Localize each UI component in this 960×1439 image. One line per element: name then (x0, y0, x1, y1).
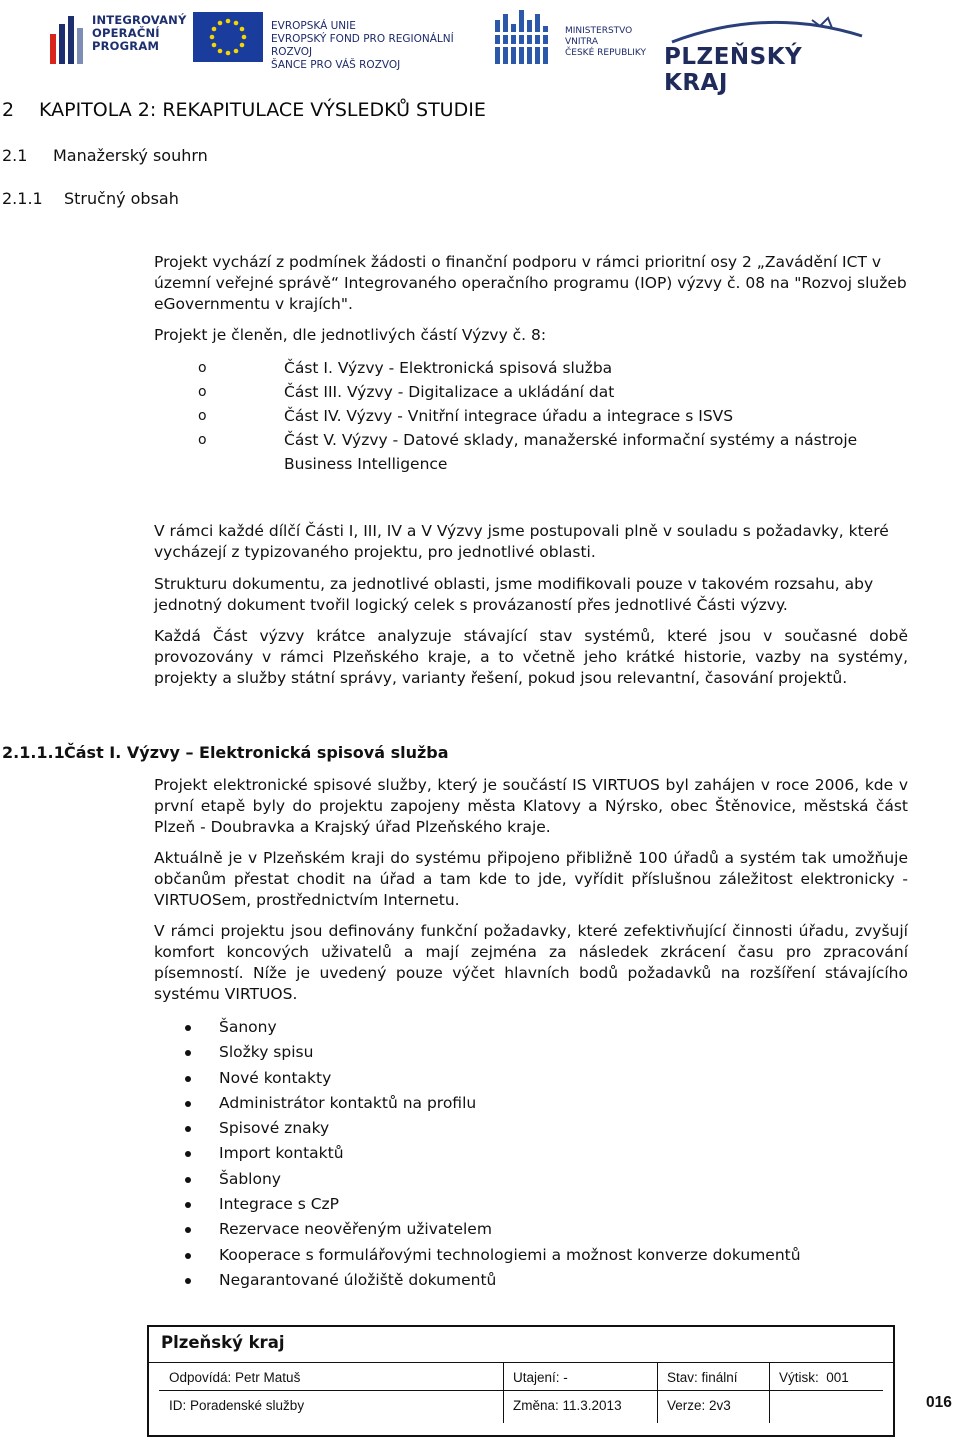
footer-id: ID: Poradenské služby (169, 1398, 305, 1413)
bullet-icon (185, 1278, 191, 1284)
list-item: o Část V. Výzvy - Datové sklady, manažerské informační systémy a nástroje Business Intelligence (154, 428, 908, 476)
subsection-title: Stručný obsah (64, 189, 179, 208)
subsubsection-title: Část I. Výzvy – Elektronická spisová služba (64, 743, 449, 762)
ministry-bars-icon (493, 10, 557, 66)
intro-paragraph-3: V rámci každé dílčí Části I, III, IV a V Výzvy jsme postupovali plně v souladu s požadavky, které vycházejí z typizovaného projektu, pro jednotlivé oblasti. (154, 522, 889, 561)
bullet-icon (185, 1227, 191, 1233)
footer-divider (159, 1390, 883, 1391)
chapter-title: KAPITOLA 2: REKAPITULACE VÝSLEDKŮ STUDIE (39, 99, 486, 121)
list-marker: o (198, 408, 207, 424)
list-item: Rezervace neověřeným uživatelem (182, 1217, 801, 1242)
bullet-icon (185, 1177, 191, 1183)
footer-organization: Plzeňský kraj (161, 1333, 285, 1352)
crown-arc-icon (662, 14, 872, 44)
list-item: Administrátor kontaktů na profilu (182, 1091, 801, 1116)
list-item: Šanony (182, 1015, 801, 1040)
chapter-number: 2 (2, 99, 15, 121)
list-item: Šablony (182, 1167, 801, 1192)
list-item: Kooperace s formulářovými technologiemi a možnost konverze dokumentů (182, 1243, 801, 1268)
bullet-icon (185, 1151, 191, 1157)
subsection-heading (2, 189, 179, 209)
footer-secrecy: Utajení: - (513, 1370, 568, 1385)
section-paragraph-2: Aktuálně je v Plzeňském kraji do systému připojeno přibližně 100 úřadů a systém tak umožňuje občanům přestat chodit na úřad a tam kde to jde, vyřídit příslušnou záležitost elektronicky - VIRTUOSem, prostřednictvím Internetu. (154, 849, 908, 909)
eu-flag-icon (193, 12, 263, 62)
chapter-heading (2, 97, 486, 123)
section-number: 2.1 (2, 146, 28, 165)
bullet-icon (185, 1126, 191, 1132)
footer-responsible: Odpovídá: Petr Matuš (169, 1370, 301, 1385)
plzensky-kraj-wordmark: PLZEŇSKÝ KRAJ (664, 44, 803, 96)
list-item: Nové kontakty (182, 1066, 801, 1091)
section-paragraph-1: Projekt elektronické spisové služby, který je součástí IS VIRTUOS byl zahájen v roce 2006, kde v první etapě byly do projektu zapojeny města Klatovy a Nýrsko, obec Štěnovice, městská část Plzeň - Doubravka a Krajský úřad Plzeňského kraje. (154, 776, 908, 836)
list-marker: o (198, 384, 207, 400)
footer-copy: Výtisk: 001 (779, 1370, 849, 1385)
footer-version: Verze: 2v3 (667, 1398, 731, 1413)
intro-paragraph-4: Strukturu dokumentu, za jednotlivé oblasti, jsme modifikovali pouze v takovém rozsahu, aby jednotný dokument tvořil logický celek s provázaností přes jednotlivé Části výzvy. (154, 575, 874, 614)
plzensky-kraj-logo (662, 14, 872, 96)
footer-divider (149, 1362, 893, 1363)
eu-logo-text: EVROPSKÁ UNIE EVROPSKÝ FOND PRO REGIONÁLNÍ ROZVOJ ŠANCE PRO VÁŠ ROZVOJ (271, 20, 454, 71)
requirements-list (182, 1015, 801, 1293)
list-item: o Část IV. Výzvy - Vnitřní integrace úřadu a integrace s ISVS (154, 404, 908, 428)
list-item: o Část I. Výzvy - Elektronická spisová služba (154, 356, 908, 380)
intro-paragraph-2: Projekt je členěn, dle jednotlivých částí Výzvy č. 8: (154, 326, 547, 344)
eu-logo (193, 10, 483, 71)
bullet-icon (185, 1076, 191, 1082)
subsubsection-number: 2.1.1.1 (2, 743, 65, 762)
intro-paragraph-1: Projekt vychází z podmínek žádosti o finanční podporu v rámci prioritní osy 2 „Zavádění ICT v územní veřejné správě“ Integrovaného operačního programu (IOP) výzvy č. 08 na "Rozvoj služeb eGovernmentu v krajích". (154, 253, 907, 313)
iop-logo-text: INTEGROVANÝ OPERAČNÍ PROGRAM (92, 13, 187, 53)
footer-divider (769, 1363, 770, 1423)
list-marker: o (198, 360, 207, 376)
intro-paragraph-5: Každá Část výzvy krátce analyzuje stávající stav systémů, které jsou v současné době provozovány v rámci Plzeňského kraje, a to včetně jeho krátké historie, vazby na systémy, projekty a služby státní správy, varianty řešení, pokud jsou relevantní, časování projektů. (154, 627, 908, 687)
list-item: Integrace s CzP (182, 1192, 801, 1217)
bullet-icon (185, 1050, 191, 1056)
bullet-icon (185, 1253, 191, 1259)
iop-logo (50, 8, 187, 66)
bullet-icon (185, 1202, 191, 1208)
footer-divider (657, 1363, 658, 1423)
list-item: o Část III. Výzvy - Digitalizace a ukládání dat (154, 380, 908, 404)
page-number: 016 (926, 1394, 952, 1411)
bullet-icon (185, 1025, 191, 1031)
list-item: Import kontaktů (182, 1141, 801, 1166)
section-paragraph-3: V rámci projektu jsou definovány funkční požadavky, které zefektivňující činnosti úřadu, zvyšují komfort koncových uživatelů a mají zejména za následek zkrácení času pro zpracování písemností. Níže je uvedený pouze výčet hlavních bodů požadavků na rozšíření stávajícího systému VIRTUOS. (154, 922, 908, 1003)
bullet-icon (185, 1101, 191, 1107)
list-item: Spisové znaky (182, 1116, 801, 1141)
subsubsection-heading (2, 743, 449, 763)
footer-divider (503, 1363, 504, 1423)
section-title: Manažerský souhrn (53, 146, 208, 165)
parts-list (154, 356, 908, 476)
list-marker: o (198, 432, 207, 448)
iop-bars-icon (50, 16, 86, 64)
footer-change: Změna: 11.3.2013 (513, 1398, 622, 1413)
subsection-number: 2.1.1 (2, 189, 43, 208)
section-heading (2, 146, 208, 166)
ministry-logo-text: MINISTERSTVO VNITRA ČESKÉ REPUBLIKY (565, 26, 647, 58)
footer-table (147, 1325, 895, 1437)
list-item: Negarantované úložiště dokumentů (182, 1268, 801, 1293)
ministry-logo (493, 8, 663, 68)
list-item: Složky spisu (182, 1040, 801, 1065)
footer-state: Stav: finální (667, 1370, 738, 1385)
